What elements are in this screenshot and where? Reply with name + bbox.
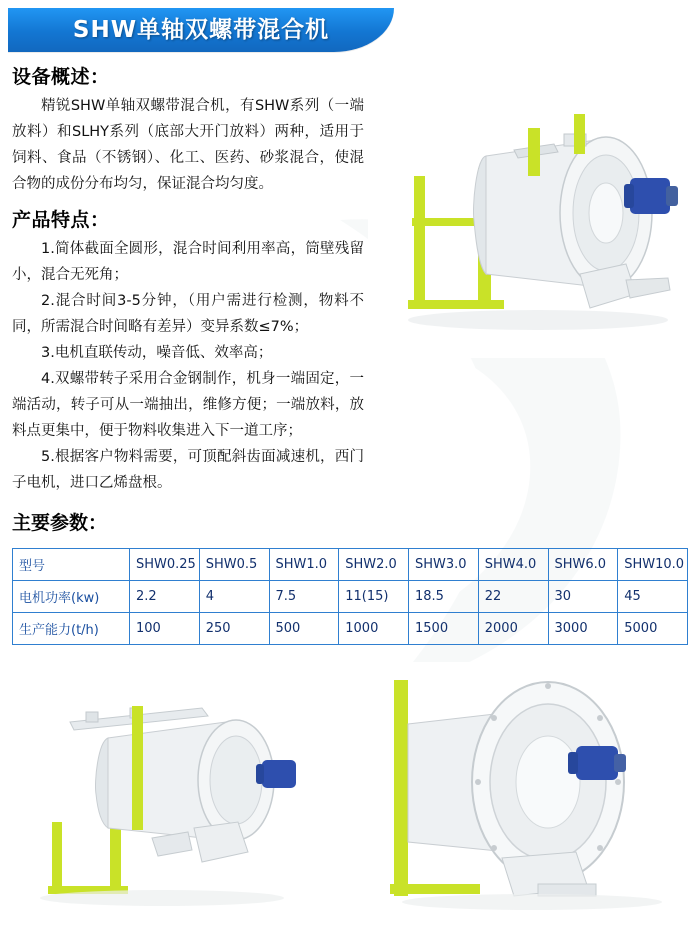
features-heading: 产品特点： bbox=[12, 209, 110, 231]
table-cell: SHW3.0 bbox=[409, 549, 479, 581]
table-cell: 500 bbox=[269, 613, 339, 645]
table-cell: 250 bbox=[199, 613, 269, 645]
table-cell: 3000 bbox=[548, 613, 618, 645]
article-text bbox=[12, 62, 364, 496]
table-cell: 1000 bbox=[339, 613, 409, 645]
feature-item: 4.双螺带转子采用合金钢制作，机身一端固定，一端活动，转子可从一端抽出，维修方便；一端放料，放料点更集中，便于物料收集进入下一道工序； bbox=[12, 371, 364, 439]
table-cell: 1500 bbox=[409, 613, 479, 645]
params-table-wrap bbox=[12, 548, 688, 645]
feature-item: 5.根据客户物料需要，可顶配斜齿面减速机，西门子电机，进口乙烯盘根。 bbox=[12, 449, 364, 491]
mixer-photo-bottom-left bbox=[12, 672, 342, 915]
table-cell: SHW0.5 bbox=[199, 549, 269, 581]
page-banner bbox=[0, 8, 700, 56]
table-cell: SHW0.25 bbox=[130, 549, 200, 581]
table-cell: 2000 bbox=[478, 613, 548, 645]
table-cell: 18.5 bbox=[409, 581, 479, 613]
mixer-photo-bottom-right bbox=[362, 662, 690, 915]
table-cell: 11(15) bbox=[339, 581, 409, 613]
params-table bbox=[12, 548, 688, 645]
feature-item: 2.混合时间3-5分钟，（用户需进行检测，物料不同，所需混合时间略有差异）变异系数≤7%； bbox=[12, 293, 364, 335]
table-row bbox=[13, 613, 688, 645]
table-cell: 2.2 bbox=[130, 581, 200, 613]
overview-paragraph: 精锐SHW单轴双螺带混合机，有SHW系列（一端放料）和SLHY系列（底部大开门放料）两种，适用于饲料、食品（不锈钢）、化工、医药、砂浆混合，使混合物的成份分布均匀，保证混合均匀度。 bbox=[12, 98, 364, 192]
table-cell: SHW2.0 bbox=[339, 549, 409, 581]
mixer-photo-top bbox=[368, 68, 690, 358]
table-row bbox=[13, 581, 688, 613]
table-cell: SHW10.0 bbox=[618, 549, 688, 581]
table-cell: 7.5 bbox=[269, 581, 339, 613]
table-cell: 4 bbox=[199, 581, 269, 613]
row-label: 型号 bbox=[13, 549, 130, 581]
feature-item: 1.简体截面全圆形，混合时间利用率高，筒壁残留小，混合无死角； bbox=[12, 241, 364, 283]
table-cell: 100 bbox=[130, 613, 200, 645]
row-label: 生产能力(t/h) bbox=[13, 613, 130, 645]
table-cell: 22 bbox=[478, 581, 548, 613]
feature-item: 3.电机直联传动，噪音低、效率高； bbox=[41, 345, 273, 361]
row-label: 电机功率(kw) bbox=[13, 581, 130, 613]
table-cell: 5000 bbox=[618, 613, 688, 645]
table-row bbox=[13, 549, 688, 581]
overview-heading: 设备概述： bbox=[12, 66, 110, 88]
table-cell: SHW6.0 bbox=[548, 549, 618, 581]
table-cell: SHW4.0 bbox=[478, 549, 548, 581]
table-cell: 30 bbox=[548, 581, 618, 613]
footer-spacer bbox=[0, 917, 700, 925]
page-title: SHW单轴双螺带混合机 bbox=[72, 17, 330, 43]
table-cell: 45 bbox=[618, 581, 688, 613]
table-cell: SHW1.0 bbox=[269, 549, 339, 581]
params-heading: 主要参数： bbox=[12, 512, 108, 534]
